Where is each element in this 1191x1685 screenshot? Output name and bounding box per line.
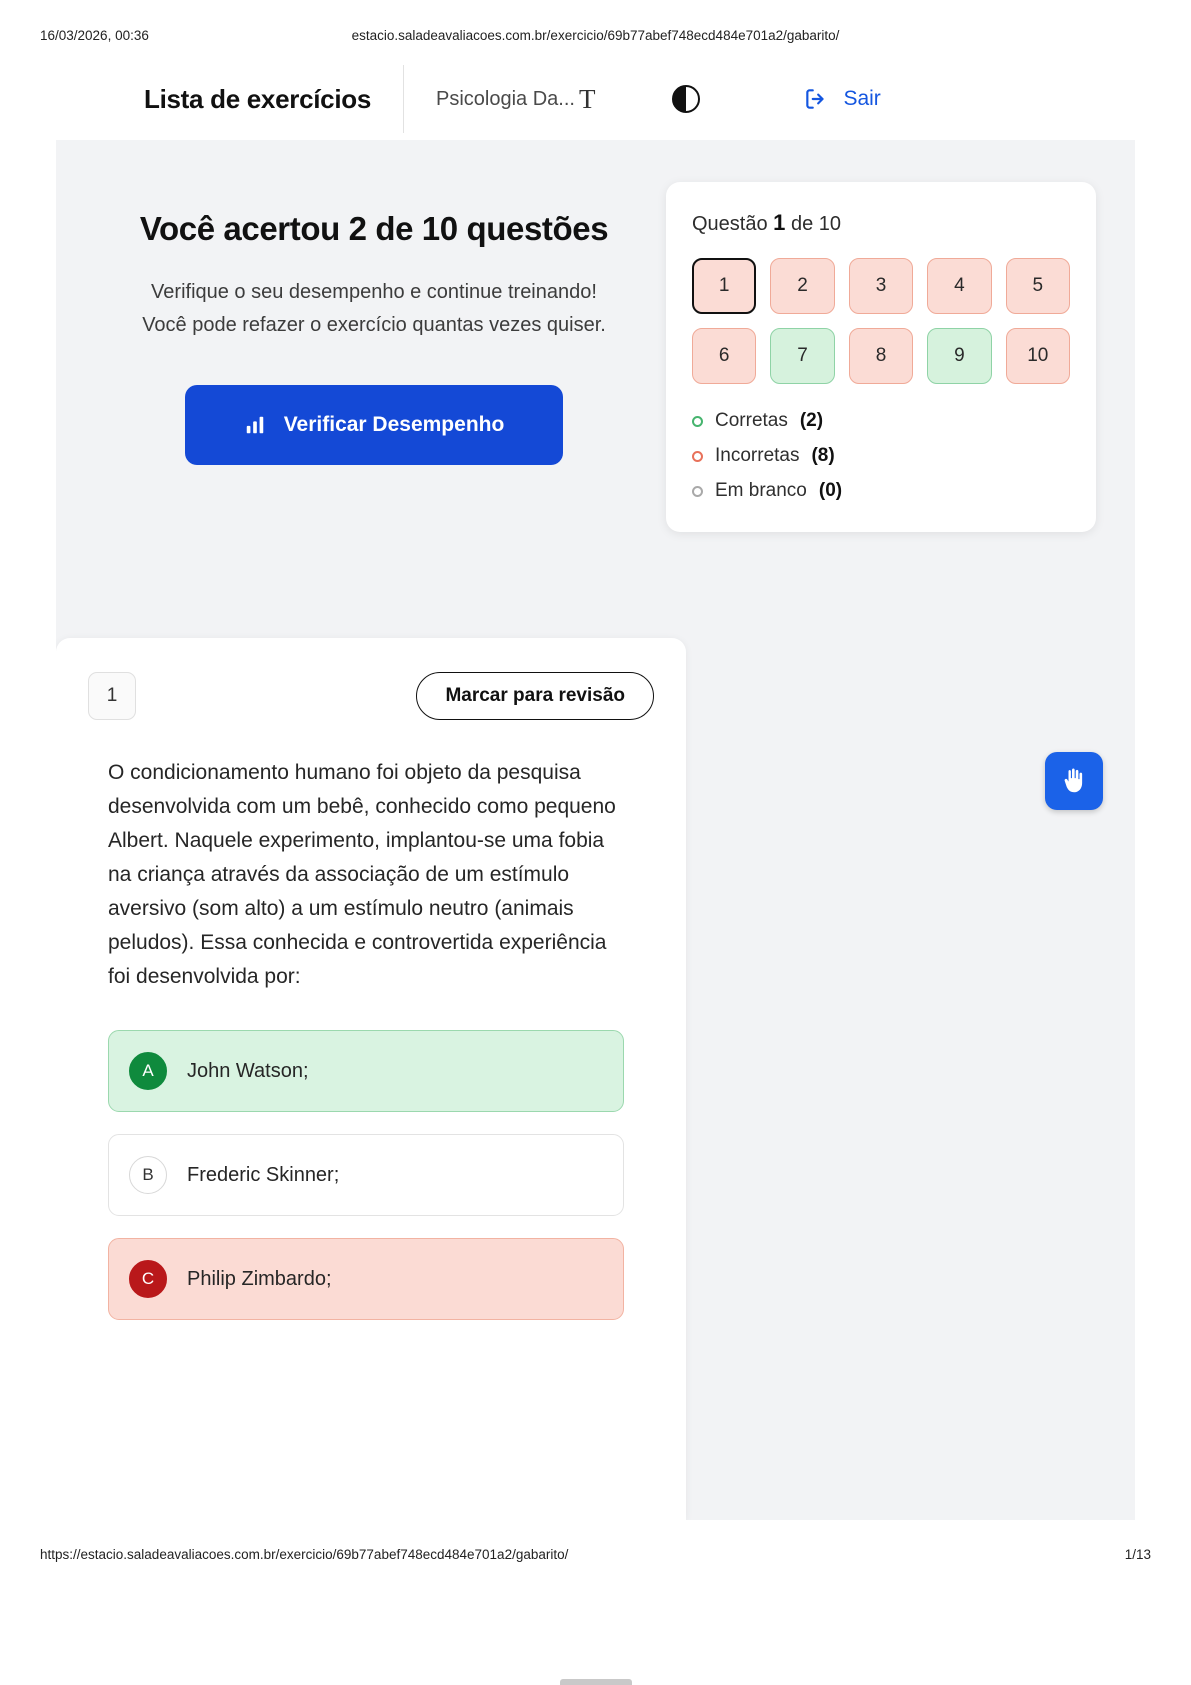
result-heading: Você acertou 2 de 10 questões [139,210,609,247]
question-box-4[interactable]: 4 [927,258,991,314]
alternative-a[interactable] [108,1030,624,1112]
alternative-c-text: Philip Zimbardo; [187,1267,332,1290]
sign-language-hand-icon [1059,766,1089,796]
question-box-8[interactable]: 8 [849,328,913,384]
legend-count-incorrect: (8) [811,445,835,466]
check-performance-button[interactable] [185,385,563,465]
navigator-current-number: 1 [773,210,786,235]
legend-dot-blank-icon [692,486,703,497]
alternative-c[interactable] [108,1238,624,1320]
alternative-c-letter: C [129,1260,167,1298]
navigator-title-prefix: Questão [692,213,768,235]
legend-label-correct: Corretas [715,410,788,431]
legend-item-blank [692,480,1070,502]
course-name[interactable]: Psicologia Da... [435,87,575,110]
question-header [88,672,654,720]
alternative-b-text: Frederic Skinner; [187,1163,340,1186]
question-box-5[interactable]: 5 [1006,258,1070,314]
print-url-header: estacio.saladeavaliacoes.com.br/exercicio/69b77abef748ecd484e701a2/gabarito/ [351,28,840,43]
print-footer [40,1547,1151,1567]
appbar-divider [403,65,404,133]
result-description: Verifique o seu desempenho e continue treinando! Você pode refazer o exercício quantas vezes quiser. [142,280,606,337]
accessibility-button[interactable] [1045,752,1103,810]
legend-dot-correct-icon [692,416,703,427]
question-box-3[interactable]: 3 [849,258,913,314]
print-page-number: 1/13 [1124,1547,1151,1562]
scroll-indicator [560,1679,632,1685]
app-bar [56,58,1135,140]
print-header [0,28,1191,48]
question-box-2[interactable]: 2 [770,258,834,314]
legend-count-blank: (0) [818,480,843,501]
check-performance-label: Verificar Desempenho [283,412,505,436]
legend-item-correct [692,410,1070,432]
legend-count-correct: (2) [799,410,824,431]
page-title: Lista de exercícios [144,83,371,114]
navigator-title [692,210,1070,236]
result-summary [104,208,644,465]
exit-button[interactable] [803,86,880,112]
alternative-a-text: John Watson; [187,1059,309,1082]
legend-label-incorrect: Incorretas [715,445,800,466]
question-box-6[interactable]: 6 [692,328,756,384]
exit-label: Sair [843,87,881,110]
alternative-b[interactable] [108,1134,624,1216]
question-box-7[interactable]: 7 [770,328,834,384]
print-timestamp: 16/03/2026, 00:36 [40,28,149,43]
text-size-icon[interactable]: T [578,83,596,114]
contrast-icon[interactable] [669,82,703,116]
question-box-9[interactable]: 9 [927,328,991,384]
print-url-footer: https://estacio.saladeavaliacoes.com.br/exercicio/69b77abef748ecd484e701a2/gabarito/ [40,1547,569,1562]
question-card [56,638,686,1520]
legend-label-blank: Em branco [715,480,807,501]
navigator-title-suffix: de 10 [790,213,842,235]
legend-dot-incorrect-icon [692,451,703,462]
question-number-badge: 1 [88,672,136,720]
contrast-icon-shape [672,85,700,113]
bottom-strip [0,1675,1191,1685]
question-navigator [666,182,1096,532]
alternative-a-letter: A [129,1052,167,1090]
question-statement: O condicionamento humano foi objeto da pesquisa desenvolvida com um bebê, conhecido como pequeno Albert. Naquele experimento, implantou-se uma fobia na criança através da associação de um estímulo aversivo (som alto) a um estímulo neutro (animais peludos). Essa conhecida e controvertida experiência foi desenvolvida por: [108,761,616,989]
mark-for-review-button[interactable]: Marcar para revisão [416,672,654,720]
navigator-legend [692,410,1070,502]
logout-icon [803,86,829,112]
alternative-b-letter: B [129,1156,167,1194]
page-body [56,140,1135,1520]
question-box-10[interactable]: 10 [1006,328,1070,384]
question-box-1[interactable]: 1 [692,258,756,314]
navigator-grid [692,258,1070,384]
bar-chart-icon [244,414,266,436]
legend-item-incorrect [692,445,1070,467]
